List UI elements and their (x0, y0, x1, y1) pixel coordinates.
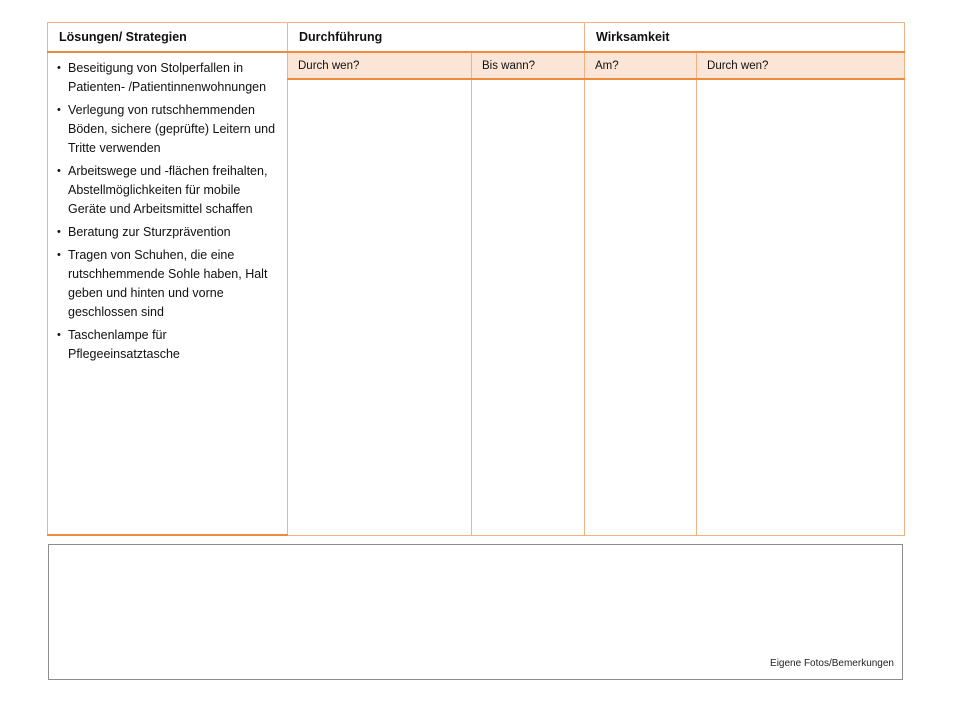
header-effectiveness: Wirksamkeit (585, 23, 905, 53)
bullet-icon: • (57, 62, 61, 74)
list-item-text: Arbeitswege und -flächen freihalten, Abstellmöglichkeiten für mobile Geräte und Arbeitsmittel schaffen (68, 164, 268, 216)
list-item (57, 223, 279, 242)
subheader-execution-who: Durch wen? (288, 52, 472, 79)
list-item-text: Taschenlampe für Pflegeeinsatztasche (68, 328, 180, 361)
list-item-text: Verlegung von rutschhemmenden Böden, sichere (geprüfte) Leitern und Tritte verwenden (68, 103, 276, 155)
notes-caption: Eigene Fotos/Bemerkungen (770, 658, 894, 669)
input-cell-effectiveness-who[interactable] (697, 79, 905, 535)
subheader-effectiveness-date: Am? (585, 52, 697, 79)
subheader-row (48, 52, 905, 79)
subheader-effectiveness-who: Durch wen? (697, 52, 905, 79)
list-item (57, 326, 279, 364)
header-row (48, 23, 905, 53)
list-item (57, 59, 279, 97)
solutions-list (48, 53, 287, 364)
header-solutions: Lösungen/ Strategien (48, 23, 288, 53)
bullet-icon: • (57, 226, 61, 238)
bullet-icon: • (57, 249, 61, 261)
input-cell-effectiveness-date[interactable] (585, 79, 697, 535)
list-item (57, 246, 279, 322)
subheader-execution-until: Bis wann? (472, 52, 585, 79)
bullet-icon: • (57, 104, 61, 116)
notes-box[interactable] (48, 544, 903, 680)
list-item-text: Tragen von Schuhen, die eine rutschhemmende Sohle haben, Halt geben und hinten und vorne geschlossen sind (68, 248, 268, 319)
input-cell-execution-who[interactable] (288, 79, 472, 535)
input-cell-execution-until[interactable] (472, 79, 585, 535)
list-item-text: Beratung zur Sturzprävention (68, 225, 231, 239)
strategy-table (47, 22, 905, 536)
solutions-cell (48, 52, 288, 535)
header-execution: Durchführung (288, 23, 585, 53)
list-item (57, 162, 279, 219)
list-item-text: Beseitigung von Stolperfallen in Patienten- /Patientinnenwohnungen (68, 61, 267, 94)
list-item (57, 101, 279, 158)
bullet-icon: • (57, 329, 61, 341)
bullet-icon: • (57, 165, 61, 177)
